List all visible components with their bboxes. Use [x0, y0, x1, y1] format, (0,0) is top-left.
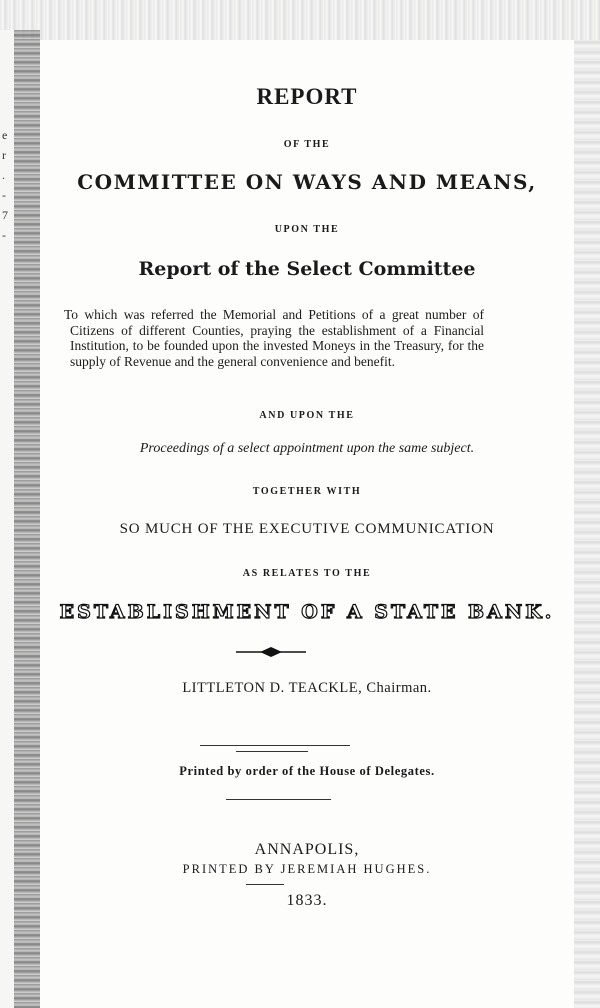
state-bank-heading: ESTABLISHMENT OF A STATE BANK.: [59, 601, 555, 623]
printed-order-line: Printed by order of the House of Delegates.: [179, 764, 435, 778]
chairman-line: LITTLETON D. TEACKLE, Chairman.: [182, 680, 432, 696]
page-top-edge: [0, 0, 600, 40]
proceedings-line: Proceedings of a select appointment upon the same subject.: [139, 441, 475, 456]
bleed-through-marks: e r . - 7 -: [2, 128, 8, 242]
book-spine: [14, 30, 40, 1008]
and-upon-the-line: AND UPON THE: [259, 410, 355, 421]
rule-lower: [226, 799, 331, 800]
upon-the-line: UPON THE: [274, 224, 340, 235]
rule-year: [246, 884, 284, 885]
rule-short: [236, 751, 308, 752]
together-with-line: TOGETHER WITH: [252, 486, 362, 497]
referral-paragraph: To which was referred the Memorial and Petitions of a great number of Citizens of different Counties, praying the establishment of a Financial Institution, to be founded upon the invested Moneys in the Treasury, for the supply of Revenue and the general convenience and benefit.: [64, 307, 484, 369]
rule-long: [200, 745, 350, 746]
executive-communication-line: SO MUCH OF THE EXECUTIVE COMMUNICATION: [119, 521, 495, 537]
of-the-line: OF THE: [283, 139, 331, 150]
committee-heading: COMMITTEE ON WAYS AND MEANS,: [77, 170, 537, 194]
printer-line: PRINTED BY JEREMIAH HUGHES.: [182, 862, 432, 876]
as-relates-line: AS RELATES TO THE: [242, 568, 372, 579]
place-line: ANNAPOLIS,: [254, 841, 360, 858]
select-committee-heading: Report of the Select Committee: [138, 258, 476, 280]
year-line: 1833.: [286, 892, 328, 909]
ornament-divider-icon: [236, 645, 306, 659]
report-title: REPORT: [256, 84, 358, 109]
page-right-edge: [574, 40, 600, 1008]
